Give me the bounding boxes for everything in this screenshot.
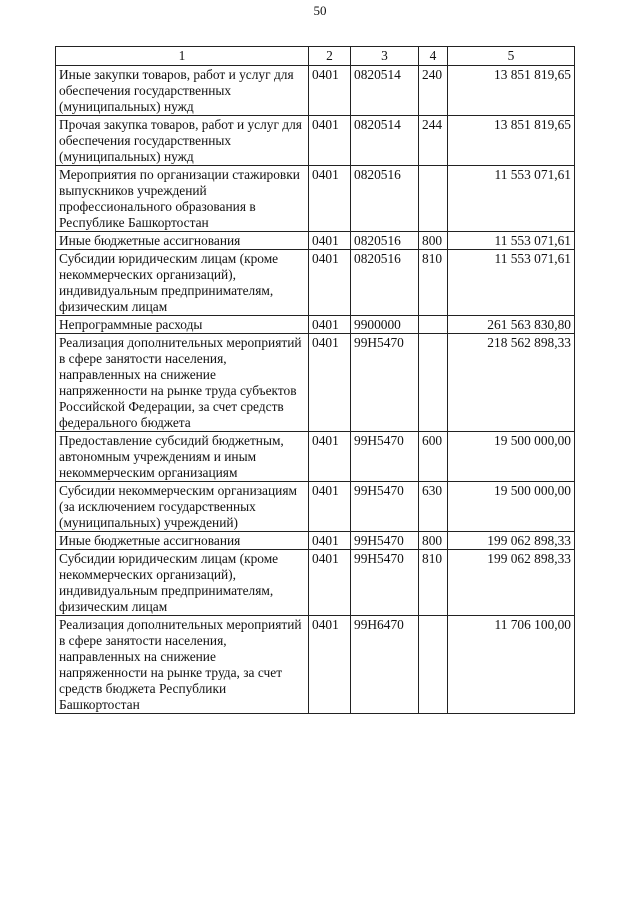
row-vr — [419, 616, 448, 714]
row-target: 99Н5470 — [351, 334, 419, 432]
row-amount: 218 562 898,33 — [448, 334, 575, 432]
row-vr: 630 — [419, 482, 448, 532]
row-vr: 600 — [419, 432, 448, 482]
row-vr: 244 — [419, 116, 448, 166]
row-vr: 240 — [419, 66, 448, 116]
row-section: 0401 — [309, 250, 351, 316]
table-row — [56, 250, 575, 316]
row-section: 0401 — [309, 316, 351, 334]
row-amount: 13 851 819,65 — [448, 116, 575, 166]
row-name: Прочая закупка товаров, работ и услуг для обеспечения государственных (муниципальных) нужд — [56, 116, 309, 166]
row-name: Реализация дополнительных мероприятий в сфере занятости населения, направленных на снижение напряженности на рынке труда, за счет средств бюджета Республики Башкортостан — [56, 616, 309, 714]
row-name: Субсидии юридическим лицам (кроме некоммерческих организаций), индивидуальным предпринимателям, физическим лицам — [56, 250, 309, 316]
row-target: 0820516 — [351, 166, 419, 232]
row-name: Мероприятия по организации стажировки выпускников учреждений профессионального образования в Республике Башкортостан — [56, 166, 309, 232]
table-header-row — [56, 47, 575, 66]
table-row — [56, 166, 575, 232]
row-name: Иные закупки товаров, работ и услуг для обеспечения государственных (муниципальных) нужд — [56, 66, 309, 116]
row-section: 0401 — [309, 232, 351, 250]
row-section: 0401 — [309, 116, 351, 166]
row-amount: 261 563 830,80 — [448, 316, 575, 334]
row-vr — [419, 166, 448, 232]
row-vr: 800 — [419, 232, 448, 250]
table-body — [56, 66, 575, 714]
row-amount: 19 500 000,00 — [448, 482, 575, 532]
row-section: 0401 — [309, 532, 351, 550]
row-name: Иные бюджетные ассигнования — [56, 532, 309, 550]
row-name: Непрограммные расходы — [56, 316, 309, 334]
table-row — [56, 232, 575, 250]
table-row — [56, 550, 575, 616]
row-section: 0401 — [309, 334, 351, 432]
row-target: 0820516 — [351, 232, 419, 250]
row-amount: 11 553 071,61 — [448, 232, 575, 250]
page-number: 50 — [313, 3, 327, 18]
row-name: Субсидии юридическим лицам (кроме некоммерческих организаций), индивидуальным предпринимателям, физическим лицам — [56, 550, 309, 616]
row-amount: 11 553 071,61 — [448, 250, 575, 316]
table-row — [56, 432, 575, 482]
row-section: 0401 — [309, 432, 351, 482]
table-row — [56, 616, 575, 714]
row-name: Субсидии некоммерческим организациям (за исключением государственных (муниципальных) учреждений) — [56, 482, 309, 532]
row-amount: 19 500 000,00 — [448, 432, 575, 482]
row-target: 9900000 — [351, 316, 419, 334]
row-target: 99Н5470 — [351, 432, 419, 482]
row-amount: 11 706 100,00 — [448, 616, 575, 714]
row-target: 0820516 — [351, 250, 419, 316]
row-name: Реализация дополнительных мероприятий в сфере занятости населения, направленных на снижение напряженности на рынке труда субъектов Российской Федерации, за счет средств федерального бюджета — [56, 334, 309, 432]
table-row — [56, 532, 575, 550]
header-cell-2: 2 — [309, 47, 351, 66]
budget-table — [55, 46, 575, 714]
row-section: 0401 — [309, 66, 351, 116]
row-amount: 11 553 071,61 — [448, 166, 575, 232]
row-vr: 810 — [419, 250, 448, 316]
header-cell-4: 4 — [419, 47, 448, 66]
row-vr: 800 — [419, 532, 448, 550]
row-name: Иные бюджетные ассигнования — [56, 232, 309, 250]
header-cell-1: 1 — [56, 47, 309, 66]
table-row — [56, 66, 575, 116]
row-section: 0401 — [309, 166, 351, 232]
table-row — [56, 482, 575, 532]
row-amount: 13 851 819,65 — [448, 66, 575, 116]
row-target: 99Н5470 — [351, 482, 419, 532]
row-target: 99Н6470 — [351, 616, 419, 714]
row-section: 0401 — [309, 482, 351, 532]
row-target: 0820514 — [351, 66, 419, 116]
row-vr: 810 — [419, 550, 448, 616]
table-row — [56, 116, 575, 166]
row-target: 0820514 — [351, 116, 419, 166]
table-row — [56, 334, 575, 432]
row-target: 99Н5470 — [351, 532, 419, 550]
row-name: Предоставление субсидий бюджетным, автономным учреждениям и иным некоммерческим организациям — [56, 432, 309, 482]
row-section: 0401 — [309, 616, 351, 714]
row-section: 0401 — [309, 550, 351, 616]
row-target: 99Н5470 — [351, 550, 419, 616]
header-cell-5: 5 — [448, 47, 575, 66]
row-vr — [419, 316, 448, 334]
header-cell-3: 3 — [351, 47, 419, 66]
row-amount: 199 062 898,33 — [448, 532, 575, 550]
table-row — [56, 316, 575, 334]
row-amount: 199 062 898,33 — [448, 550, 575, 616]
row-vr — [419, 334, 448, 432]
